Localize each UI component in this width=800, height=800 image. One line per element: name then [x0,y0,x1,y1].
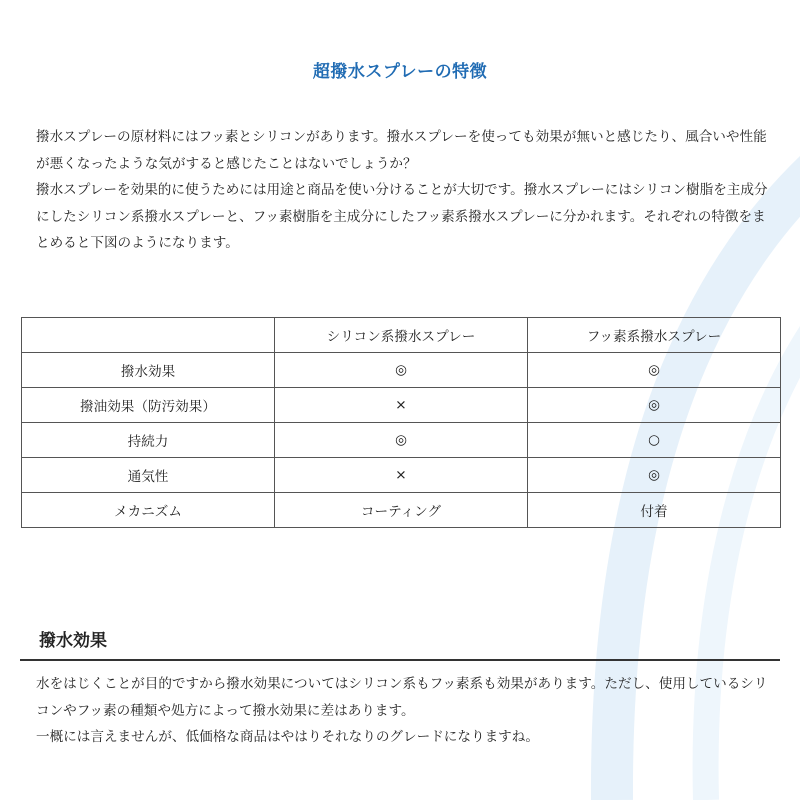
table-row [22,493,781,528]
table-header-cell: シリコン系撥水スプレー [275,318,528,353]
section-paragraph: 一概には言えませんが、低価格な商品はやはりそれなりのグレードになりますね。 [36,729,539,746]
intro-paragraph: 撥水スプレーの原材料にはフッ素とシリコンがあります。撥水スプレーを使っても効果が無いと感じたり、風合いや性能が悪くなったような気がすると感じたことはないでしょうか？ [36,129,767,172]
section-divider [20,659,780,661]
table-row [22,388,781,423]
section-heading: 撥水効果 [39,631,107,651]
table-cell: ◎ [275,423,528,458]
table-row-label: 通気性 [22,458,275,493]
table-row [22,353,781,388]
intro-text [36,124,771,257]
table-cell: ◎ [528,353,781,388]
table-cell: ◎ [275,353,528,388]
table-row-label: 撥水効果 [22,353,275,388]
table-row [22,458,781,493]
section-paragraph: 水をはじくことが目的ですから撥水効果についてはシリコン系もフッ素系も効果があります。ただし、使用しているシリコンやフッ素の種類や処方によって撥水効果に差はあります。 [36,676,768,719]
table-row-label: メカニズム [22,493,275,528]
table-row-label: 持続力 [22,423,275,458]
table-header-row [22,318,781,353]
section-body-text [36,671,771,751]
table-row [22,423,781,458]
table-cell: × [275,388,528,423]
table-cell: ◎ [528,458,781,493]
table-row-label: 撥油効果（防汚効果） [22,388,275,423]
table-cell: コーティング [275,493,528,528]
table-cell: × [275,458,528,493]
table-header-cell: フッ素系撥水スプレー [528,318,781,353]
table-cell: 付着 [528,493,781,528]
table-header-cell [22,318,275,353]
table-cell: ◎ [528,388,781,423]
intro-paragraph: 撥水スプレーを効果的に使うためには用途と商品を使い分けることが大切です。撥水スプレーにはシリコン樹脂を主成分にしたシリコン系撥水スプレーと、フッ素樹脂を主成分にしたフッ素系撥水スプレーに分かれます。それぞれの特徴をまとめると下図のようになります。 [36,182,768,252]
page-title: 超撥水スプレーの特徴 [312,62,488,82]
table-cell: ○ [528,423,781,458]
comparison-table [21,317,781,528]
